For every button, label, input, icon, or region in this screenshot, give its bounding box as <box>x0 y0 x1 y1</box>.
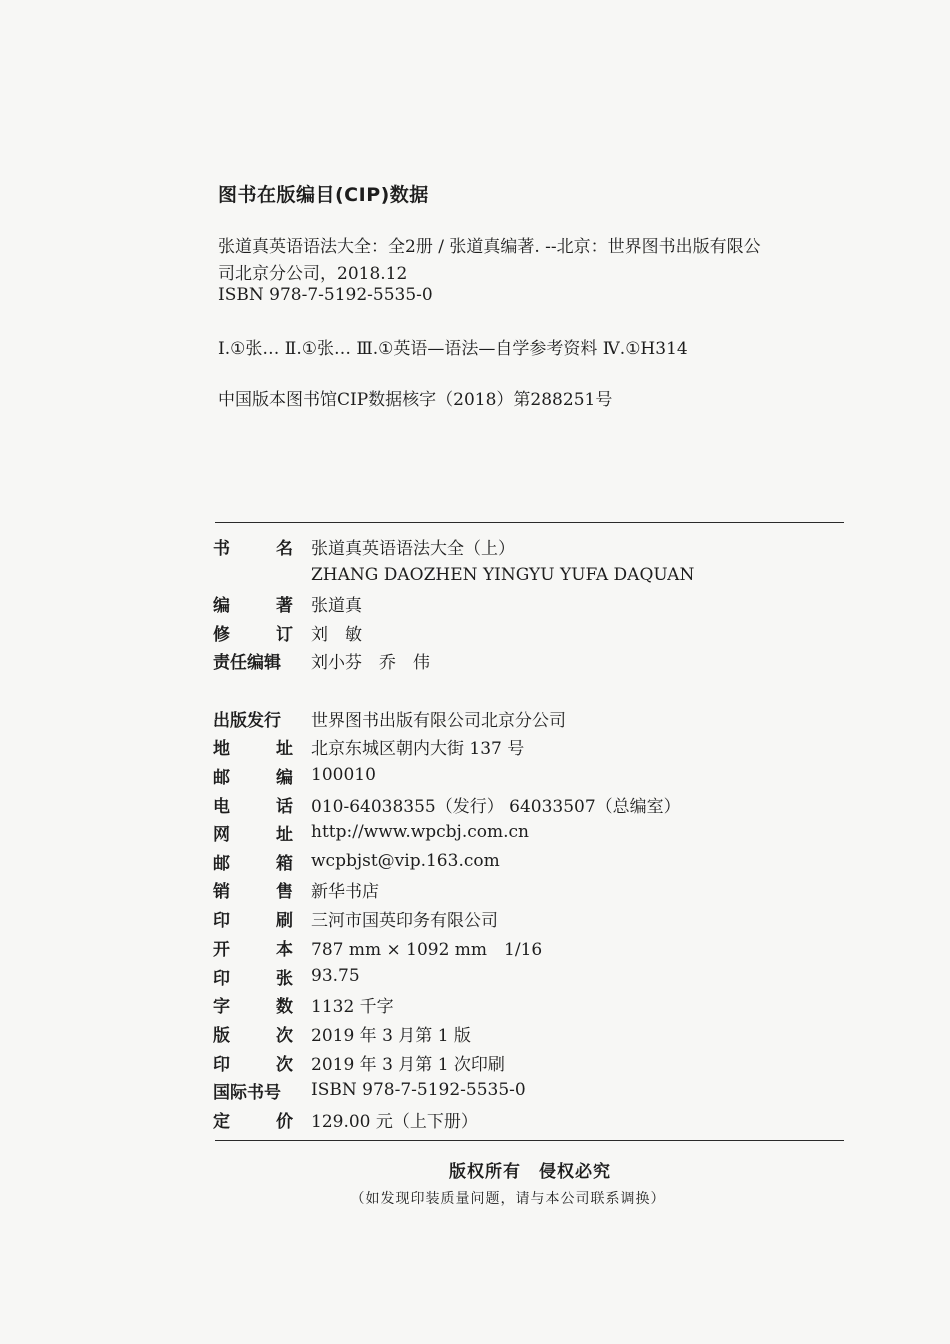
info-label: 邮 箱 <box>213 853 293 874</box>
info-row-website <box>213 818 529 846</box>
info-row-word-count <box>213 990 394 1018</box>
info-label: 书 名 <box>213 538 293 559</box>
info-label: 电 话 <box>213 796 293 817</box>
info-row-distributor <box>213 875 379 903</box>
info-label: 版 次 <box>213 1025 293 1046</box>
info-label: 修 订 <box>213 624 293 645</box>
cip-entry-line-2: 司北京分公司，2018.12 <box>218 264 408 284</box>
info-value: 787 mm × 1092 mm 1/16 <box>311 939 543 960</box>
info-value: 93.75 <box>311 966 360 986</box>
info-row-sheets <box>213 962 360 990</box>
info-row-price <box>213 1105 478 1133</box>
info-row-email <box>213 847 500 875</box>
info-row-isbn <box>213 1076 526 1104</box>
info-label: 地 址 <box>213 738 293 759</box>
info-label: 字 数 <box>213 996 293 1017</box>
cip-entry-line-1: 张道真英语语法大全：全2册 / 张道真编著. --北京：世界图书出版有限公 <box>218 237 761 257</box>
info-label: 邮 编 <box>213 767 293 788</box>
info-value: http://www.wpcbj.com.cn <box>311 822 529 842</box>
info-row-publisher <box>213 704 566 732</box>
info-row-reviser <box>213 618 362 646</box>
info-value: 北京东城区朝内大街 137 号 <box>311 738 525 759</box>
info-value: 1132 千字 <box>311 996 394 1017</box>
info-value: 世界图书出版有限公司北京分公司 <box>311 710 566 731</box>
info-label: 编 著 <box>213 595 293 616</box>
info-label: 开 本 <box>213 939 293 960</box>
info-value: 张道真英语语法大全（上） <box>311 538 515 559</box>
info-label: 定 价 <box>213 1111 293 1132</box>
info-value: 129.00 元（上下册） <box>311 1111 478 1132</box>
info-value: ISBN 978-7-5192-5535-0 <box>311 1080 526 1100</box>
bottom-divider <box>215 1140 844 1141</box>
info-row-phone <box>213 790 681 818</box>
cip-classification: Ⅰ.①张… Ⅱ.①张… Ⅲ.①英语—语法—自学参考资料 Ⅳ.①H314 <box>218 339 688 359</box>
info-value: wcpbjst@vip.163.com <box>311 851 500 871</box>
info-row-printer <box>213 904 498 932</box>
info-label: 销 售 <box>213 881 293 902</box>
quality-note: （如发现印装质量问题，请与本公司联系调换） <box>350 1191 666 1207</box>
info-label: 印 刷 <box>213 910 293 931</box>
info-value: 2019 年 3 月第 1 次印刷 <box>311 1054 505 1075</box>
info-row-edition <box>213 1019 471 1047</box>
info-row-postcode <box>213 761 376 789</box>
info-row-editor <box>213 646 430 674</box>
info-label: 印 张 <box>213 968 293 989</box>
info-value: 010-64038355（发行） 64033507（总编室） <box>311 796 681 817</box>
info-label: 责任编辑 <box>213 652 281 673</box>
info-value: 三河市国英印务有限公司 <box>311 910 498 931</box>
info-label: 出版发行 <box>213 710 281 731</box>
copyright-notice: 版权所有 侵权必究 <box>449 1162 611 1182</box>
info-value: 刘小芬 乔 伟 <box>311 652 430 673</box>
info-value: 2019 年 3 月第 1 版 <box>311 1025 471 1046</box>
info-row-printing <box>213 1048 505 1076</box>
info-value: 新华书店 <box>311 881 379 902</box>
info-value: ZHANG DAOZHEN YINGYU YUFA DAQUAN <box>311 565 695 585</box>
info-label: 印 次 <box>213 1054 293 1075</box>
info-row-title <box>213 532 515 560</box>
info-row-title-pinyin <box>213 561 694 589</box>
cip-isbn: ISBN 978-7-5192-5535-0 <box>218 285 433 305</box>
cip-heading: 图书在版编目(CIP)数据 <box>218 184 429 206</box>
info-row-format <box>213 933 542 961</box>
info-value: 刘 敏 <box>311 624 362 645</box>
info-value: 100010 <box>311 765 376 785</box>
info-label: 网 址 <box>213 824 293 845</box>
cip-record-number: 中国版本图书馆CIP数据核字（2018）第288251号 <box>218 390 613 410</box>
info-row-author <box>213 589 362 617</box>
info-value: 张道真 <box>311 595 362 616</box>
top-divider <box>215 522 844 523</box>
info-label: 国际书号 <box>213 1082 281 1103</box>
info-row-address <box>213 732 524 760</box>
